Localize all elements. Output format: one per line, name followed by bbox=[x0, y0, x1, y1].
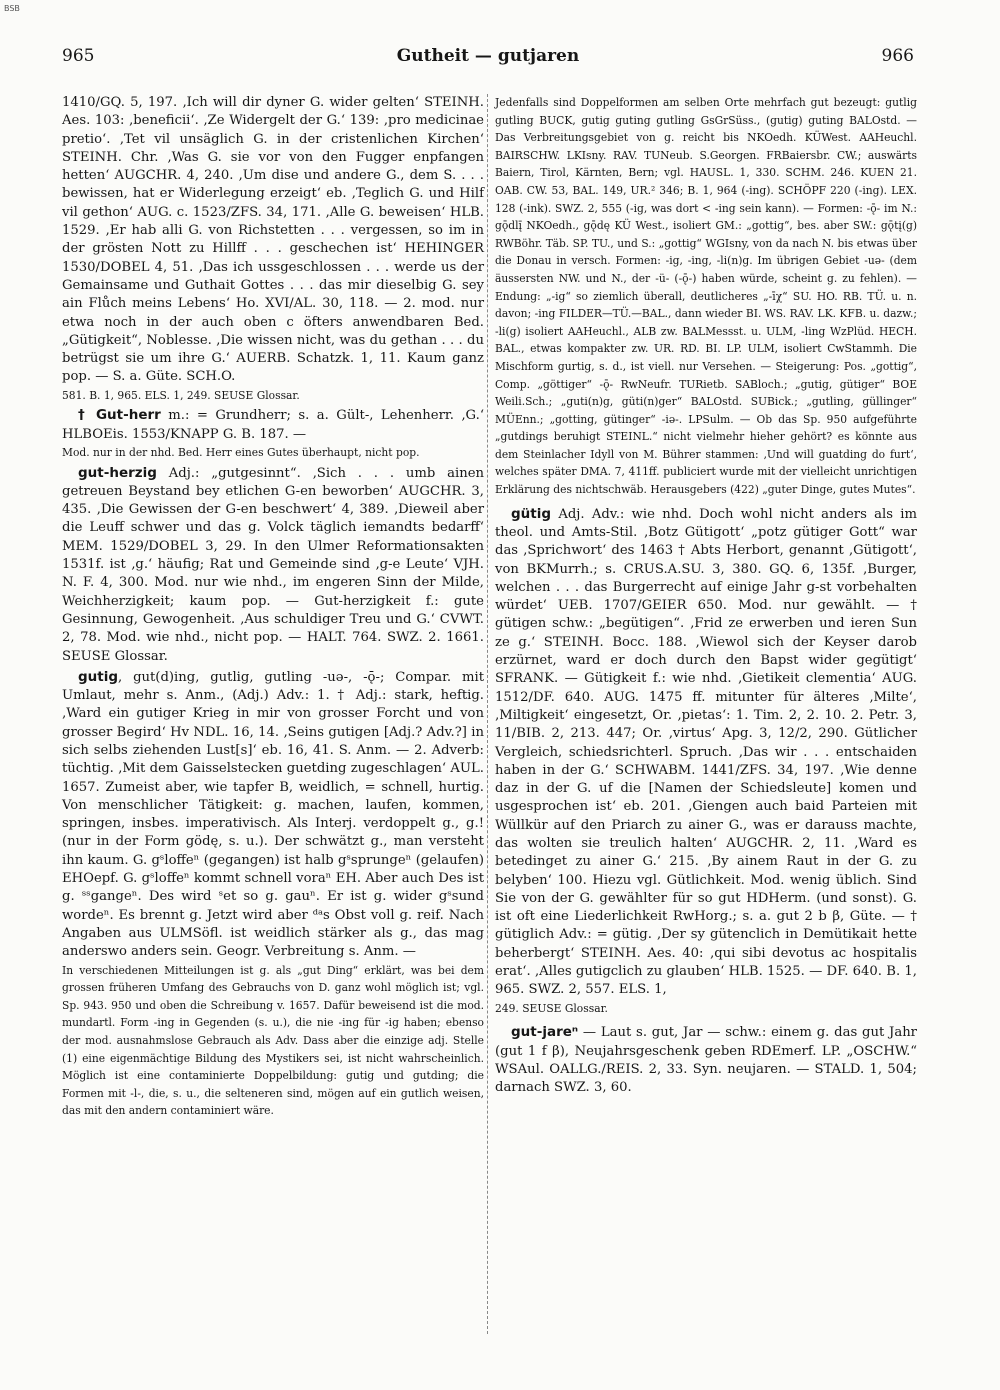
left-column-paragraph bbox=[62, 668, 484, 962]
right-column-paragraph bbox=[495, 94, 917, 499]
column-divider bbox=[487, 94, 488, 1334]
page-title: Gutheit — gutjaren bbox=[396, 46, 580, 66]
entry-headword: gut-jareⁿ bbox=[511, 1024, 579, 1041]
page-header bbox=[62, 46, 914, 76]
entry-headword: gut-herzig bbox=[78, 464, 157, 481]
left-column-paragraph bbox=[62, 464, 484, 666]
paragraph-text: , gut(d)ing, gutlig, gutling -uǝ-, -ǭ-; Compar. mit Umlaut, mehr s. Anm., (Adj.) Adv.: 1. † Adj.: stark, heftig. ‚Ward ein gutiger Krieg in mir von grosser Forcht und von grosser Begird‘ Hv NDL. 16, 14. ‚Seins gutigen [Adj.? Adv.?] in sich selbs ziehenden Lust[s]‘ eb. 16, 41. S. Anm. — 2. Adverb: tüchtig. ‚Mit dem Gaisselstecken guetding zugeschlagen‘ AUL. 1657. Zumeist aber, wie tapfer B, weidlich, = schnell, hurtig. Von menschlicher Tätigkeit: g. machen, laufen, kommen, springen, insbes. imperativisch. Als Interj. verdoppelt g., g.! (nur in der Form gödę, s. u.). Der schwätzt g., man versteht ihn kaum. G. gˢloffeⁿ (gegangen) ist halb gˢsprungeⁿ (gelaufen) EHOepf. G. gˢloffeⁿ kommt schnell voraⁿ EH. Aber auch Des ist g. ˢˢgangeⁿ. Des wird ˢet so g. gauⁿ. Er ist g. wider gˢsund wordeⁿ. Es brennt g. Jetzt wird aber ᵈᵃs Obst voll g. reif. Nach Angaben aus ULMSöfl. ist weidlich stärker als g., das mag anderswo anders sein. Geogr. Verbreitung s. Anm. — bbox=[62, 669, 484, 960]
right-column bbox=[495, 94, 917, 1097]
left-column-paragraph bbox=[62, 444, 484, 462]
paragraph-text: Adj. Adv.: wie nhd. Doch wohl nicht anders als im theol. und Amts-Stil. ‚Botz Gütigott‘ „potz gütiger Gott“ war das ‚Sprichwort‘ des 1463 † Abts Herbort, genannt ‚Gütigott‘, von BKMurrh.; s. CRUS.A.SU. 3, 380. GQ. 6, 135f. ‚Burger, welchen . . . das Burgerrecht auf einige Jahr g-st vorbehalten würdet‘ UEB. 1707/GEIER 650. Mod. nur gewählt. — † gütigen schw.: „begütigen“. ‚Frid ze erwerben und ieren Sun ze g.‘ STEINH. Bocc. 188. ‚Wiewol sich der Keyser darob erzürnet, ward er doch durch den Bapst wider gegütigt‘ SFRANK. — Gütigkeit f.: wie nhd. ‚Gietikeit clementia‘ AUG. 1512/DF. 640. AUG. 1475 ff. mitunter für älteres ‚Milte‘, ‚Miltigkeit‘ eingesetzt, Or. ‚pietas‘: 1. Tim. 2, 2. 10. 2. Petr. 3, 11/BIB. 2, 213. 447; Or. ‚virtus‘ Apg. 3, 12/2, 290. Gütlicher Vergleich, schiedsrichterl. Spruch. ‚Das wir . . . entschaiden haben in der G.‘ SCHWABM. 1441/ZFS. 34, 197. ‚Wie denne daz in der G. uf die [Namen der Schiedsleute] komen und usgesprochen ist‘ eb. 201. ‚Giengen auch baid Parteien mit Wüllkür auf den Priarch zu ainer G., was er darauss machte, das wolten sie treulich halten‘ AUGCHR. 2, 11. ‚Ward es betedinget zu ainer G.‘ 215. ‚By ainem Raut in der G. zu belyben‘ 100. Hiezu vgl. Gütlichkeit. Mod. wenig üblich. Sind Sie von der G. gewählter für so gut HDHerm. (und sonst). G. ist oft eine Liederlichkeit RwHorg.; s. a. gut 2 b β, Güte. — † gütiglich Adv.: = gütig. ‚Der sy gütenclich in Demütikait hette beherbergt‘ STEINH. Aes. 40: ‚qui sibi devotus ac hospitalis erat‘. ‚Alles gutigclich zu glauben‘ HLB. 1525. — DF. 640. B. 1, 965. SWZ. 2, 557. ELS. 1, bbox=[495, 506, 917, 998]
left-column-paragraph bbox=[62, 387, 484, 405]
left-column-paragraph bbox=[62, 406, 484, 444]
right-column-paragraph bbox=[495, 505, 917, 1000]
left-column-paragraph bbox=[62, 962, 484, 1120]
right-column-paragraph bbox=[495, 1023, 917, 1097]
library-stamp: BSB bbox=[4, 4, 20, 13]
right-column-paragraph bbox=[495, 1000, 917, 1018]
entry-headword: gutig bbox=[78, 668, 119, 685]
paragraph-text: Jedenfalls sind Doppelformen am selben Orte mehrfach gut bezeugt: gutlig gutling BUCK, gutig guting gutling GsGrSüss., (gutig) guting BALOstd. — Das Verbreitungsgebiet von g. reicht bis NKOedh. KÜWest. AAHeuchl. BAIRSCHW. LKIsny. RAV. TUNeub. S.Georgen. FRBaiersbr. CW.; auswärts Baiern, Tirol, Kärnten, Bern; vgl. HAUSL. 1, 330. SCHM. 246. KUEN 21. OAB. CW. 53, BAL. 149, UR.² 346; B. 1, 964 (-ing). SCHÖPF 220 (-ing). LEX. 128 (-ink). SWZ. 2, 555 (-ig, was dort < -ing sein kann). — Formen: -ǭ- im N.: gǭdlį̄ NKOedh., gǭdę KÜ West., isoliert GM.: „gottig“, bes. aber SW.: gǭtį(g) RWBöhr. Täb. SP. TU., und S.: „gottig“ WGIsny, von da nach N. bis etwas über die Donau in versch. Formen: -ig, -ing, -li(n)g. Im übrigen Gebiet -uǝ- (dem äussersten NW. und N., der -ü- (-ǭ-) haben würde, scheint g. zu fehlen). — Endung: „-ig“ so ziemlich überall, deutlicheres „-īχ“ SU. HO. RB. TÜ. u. n. davon; -ing FILDER—TÜ.—BAL., dann wieder BI. WS. RAV. LK. KFB. u. dazw.; -li(g) isoliert AAHeuchl., ALB zw. BALMessst. u. ULM, -ling WzPlüd. HECH. BAL., etwas kompakter zw. UR. RD. BI. LP. ULM, isoliert CwStammh. Die Mischform gurtig, s. d., ist viell. nur Versehen. — Steigerung: Pos. „gottig“, Comp. „göttiger“ -ǭ- RwNeufr. TURietb. SABloch.; „gutig, gütiger“ BOE Weili.Sch.; „guti(n)g, güti(n)ger“ BALOstd. SUBick.; „gutling, güllinger“ MÜEnn.; „gotting, gütinger“ -iǝ-. LPSulm. — Ob das Sp. 950 aufgeführte „gutdings beruhigt STEINL.“ nicht vielmehr hieher gehört? es könnte aus dem Steinlacher Idyll von M. Bührer stammen: ‚Und will guatding do furt‘, welches später DMA. 7, 411ff. publiciert wurde mit der vielleicht unrichtigen Erklärung des nichtschwäb. Herausgebers (422) „guter Dinge, gutes Mutes“. bbox=[495, 96, 917, 497]
paragraph-text: 1410/GQ. 5, 197. ‚Ich will dir dyner G. wider gelten‘ STEINH. Aes. 103: ‚beneficii‘. ‚Ze Widergelt der G.‘ 139: ‚pro medicinae pretio‘. ‚Tet vil unsäglich G. in der cristenlichen Kirchen‘ STEINH. Chr. ‚Was G. sie vor von den Fugger enpfangen hetten‘ AUGCHR. 4, 240. ‚Um dise und andere G., dem S. . . . bewissen, hat er Widerlegung erzeigt‘ eb. ‚Teglich G. und Hilf vil gethon‘ AUG. c. 1523/ZFS. 34, 171. ‚Alle G. beweisen‘ HLB. 1529. ‚Er hab alli G. von Richstetten . . . vergessen, so im in der grösten Nott zu Hillff . . . geschechen ist‘ HEHINGER 1530/DOBEL 4, 51. ‚Das ich ussgeschlossen . . . werde us der Gemainsame und Guthait Gottes . . . das mir dieselbig G. sey ain Flůch meins Lebens‘ Ho. XVI/AL. 30, 118. — 2. mod. nur etwa noch in der auch oben c öfters anwendbaren Bed. „Gütigkeit“, Noblesse. ‚Die wissen nicht, was du gethan . . . du betrügst sie um ihre G.‘ AUERB. Schatzk. 1, 11. Kaum ganz pop. — S. a. Güte. SCH.O. bbox=[62, 95, 484, 385]
paragraph-text: 581. B. 1, 965. ELS. 1, 249. SEUSE Glossar. bbox=[62, 388, 300, 402]
left-column-paragraph bbox=[62, 94, 484, 387]
paragraph-text: Adj.: „gutgesinnt“. ‚Sich . . . umb ainen getreuen Beystand bey etlichen G-en beworben‘ AUGCHR. 3, 435. ‚Die Gewissen der G-en beschwert‘ 4, 389. ‚Dieweil aber die Leuff schwer und das g. Volck täglich iemandts bedarff‘ MEM. 1529/DOBEL 3, 29. In den Ulmer Reformationsakten 1531f. ist ‚g.‘ häufig; Rat und Gemeinde sind ‚g-e Leute‘ VJH. N. F. 4, 300. Mod. nur wie nhd., im engeren Sinn der Milde, Weichherzigkeit; kaum pop. — Gut-herzigkeit f.: gute Gesinnung, Gewogenheit. ‚Aus schuldiger Treu und G.‘ CVWT. 2, 78. Mod. wie nhd., nicht pop. — HALT. 764. SWZ. 2. 1661. SEUSE Glossar. bbox=[62, 465, 484, 664]
page-number-left: 965 bbox=[62, 46, 95, 66]
left-column bbox=[62, 94, 484, 1120]
entry-headword: gütig bbox=[511, 505, 552, 522]
page-number-right: 966 bbox=[881, 46, 914, 66]
paragraph-text: — Laut s. gut, Jar — schw.: einem g. das gut Jahr (gut 1 f β), Neujahrsgeschenk geben RDEmerf. LP. „OSCHW.“ WSAul. OALLG./REIS. 2, 33. Syn. neujaren. — STALD. 1, 504; darnach SWZ. 3, 60. bbox=[495, 1025, 917, 1096]
paragraph-text: 249. SEUSE Glossar. bbox=[495, 1001, 608, 1015]
entry-headword: † Gut-herr bbox=[78, 407, 161, 424]
paragraph-text: m.: = Grundherr; s. a. Gült-, Lehenherr. ‚G.‘ HLBOEis. 1553/KNAPP G. B. 187. — bbox=[62, 408, 485, 442]
paragraph-text: Mod. nur in der nhd. Bed. Herr eines Gutes überhaupt, nicht pop. bbox=[62, 445, 420, 459]
paragraph-text: In verschiedenen Mitteilungen ist g. als „gut Ding“ erklärt, was bei dem grossen früheren Umfang des Gebrauchs von D. ganz wohl möglich ist; vgl. Sp. 943. 950 und oben die Schreibung v. 1657. Dafür beweisend ist die mod. mundartl. Form -ing in Gegenden (s. u.), die nie -ing für -ig haben; ebenso der mod. ausnahmslose Gebrauch als Adv. Dass aber die einzige adj. Stelle (1) eine eigenmächtige Bildung des Mystikers sei, ist nicht wahrscheinlich. Möglich ist eine contaminierte Doppelbildung: gutig und gutding; die Formen mit -l-, die, s. u., die selteneren sind, mögen auf ein gutlich weisen, das mit den andern contaminiert wäre. bbox=[62, 963, 484, 1118]
